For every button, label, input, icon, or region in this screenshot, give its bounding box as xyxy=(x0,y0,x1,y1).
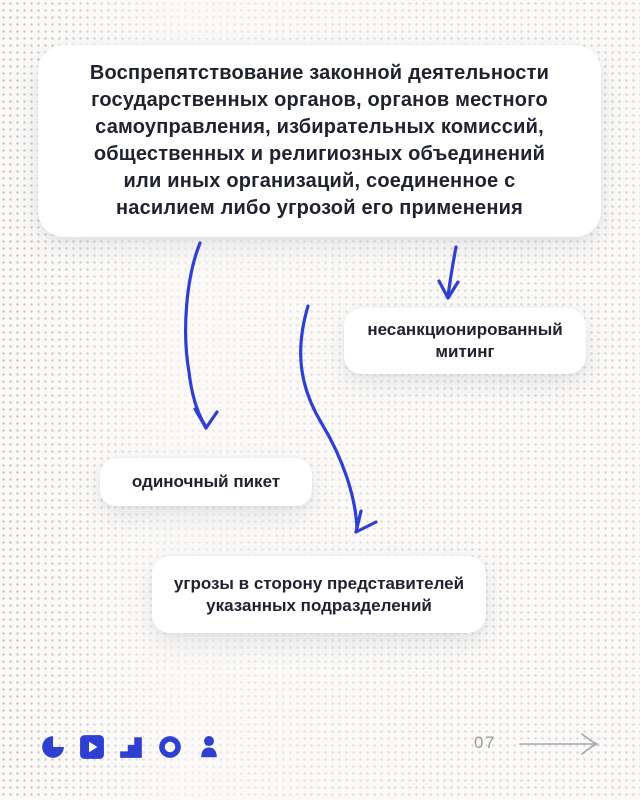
person-icon xyxy=(196,734,222,760)
label-threats-to-officials xyxy=(152,556,486,633)
label-unsanctioned-rally xyxy=(344,308,586,374)
main-statement-text: Воспрепятствование законной деятельности государственных органов, органов местного самоуправления, избирательных комиссий, общественных и религиозных объединений или иных организаций, соединенное с насилием либо угрозой его применения xyxy=(89,62,550,219)
play-button-icon xyxy=(79,734,105,760)
label-solo-picket-text: одиночный пикет xyxy=(131,472,281,491)
next-page-arrow[interactable] xyxy=(516,731,602,762)
page-number: 07 xyxy=(474,733,496,752)
pie-chart-icon xyxy=(40,734,66,760)
circle-ring-icon xyxy=(157,734,183,760)
stairs-icon xyxy=(118,734,144,760)
label-unsanctioned-rally-text: несанкционированный митинг xyxy=(367,320,563,361)
logo-glyph-strip xyxy=(40,734,222,760)
label-solo-picket xyxy=(100,458,312,506)
arrow-to-unsanctioned-rally xyxy=(439,247,458,298)
main-statement-card xyxy=(38,45,601,237)
arrow-to-solo-picket xyxy=(186,243,217,428)
label-threats-to-officials-text: угрозы в сторону представителей указанных подразделений xyxy=(173,573,465,615)
